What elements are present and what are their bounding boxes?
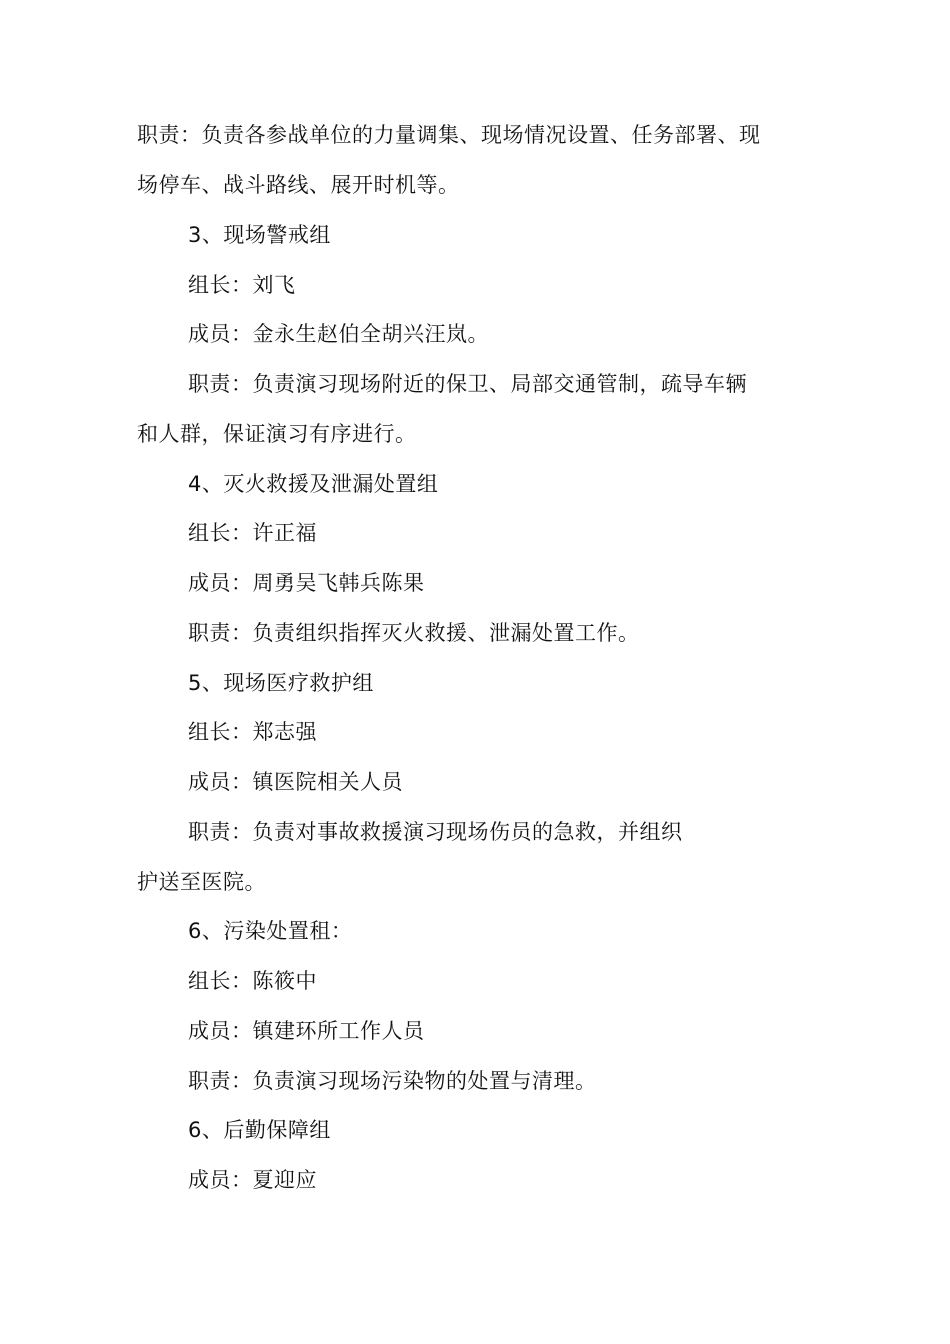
section-heading: 6、污染处置租： xyxy=(188,919,353,943)
text-line: 成员：镇建环所工作人员 xyxy=(188,1019,425,1043)
section-heading: 3、现场警戒组 xyxy=(188,223,331,247)
text-line: 护送至医院。 xyxy=(137,870,266,894)
text-line: 成员：金永生赵伯全胡兴汪岚。 xyxy=(188,322,489,346)
text-line: 职责：负责对事故救援演习现场伤员的急救，并组织 xyxy=(188,820,683,844)
text-line: 组长：郑志强 xyxy=(188,720,317,744)
section-heading: 5、现场医疗救护组 xyxy=(188,671,374,695)
section-heading: 4、灭火救援及泄漏处置组 xyxy=(188,472,439,496)
text-line: 职责：负责组织指挥灭火救援、泄漏处置工作。 xyxy=(188,621,640,645)
text-line: 场停车、战斗路线、展开时机等。 xyxy=(137,173,460,197)
text-line: 和人群，保证演习有序进行。 xyxy=(137,422,417,446)
section-heading: 6、后勤保障组 xyxy=(188,1118,331,1142)
text-line: 组长：刘飞 xyxy=(188,273,296,297)
text-line: 成员：镇医院相关人员 xyxy=(188,770,403,794)
text-line: 成员：夏迎应 xyxy=(188,1168,317,1192)
text-line: 成员：周勇吴飞韩兵陈果 xyxy=(188,571,425,595)
text-line: 职责：负责演习现场附近的保卫、局部交通管制，疏导车辆 xyxy=(188,372,747,396)
text-line: 职责：负责演习现场污染物的处置与清理。 xyxy=(188,1069,597,1093)
text-line: 组长：许正福 xyxy=(188,521,317,545)
text-line: 组长：陈筱中 xyxy=(188,969,317,993)
text-line: 职责：负责各参战单位的力量调集、现场情况设置、任务部署、现 xyxy=(137,123,761,147)
